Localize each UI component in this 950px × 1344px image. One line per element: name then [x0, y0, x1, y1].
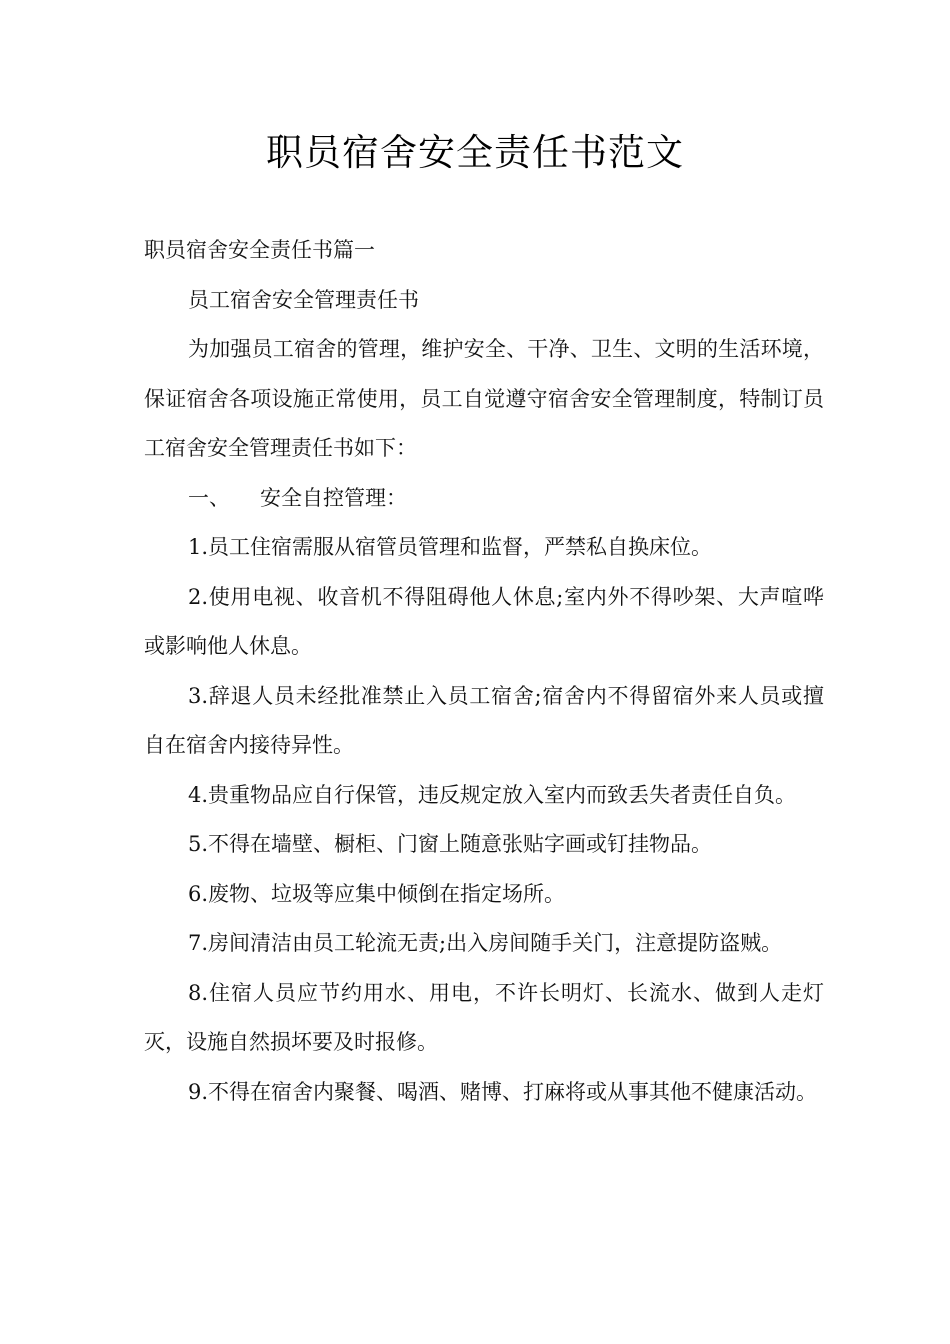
document-title: 职员宿舍安全责任书范文 [266, 131, 684, 174]
rule-item: 4.贵重物品应自行保管，违反规定放入室内而致丢失者责任自负。 [188, 782, 797, 807]
rule-item: 1.员工住宿需服从宿管员管理和监督，严禁私自换床位。 [188, 535, 713, 559]
section-heading [144, 474, 824, 524]
document-body [144, 226, 824, 1117]
rule-item: 5.不得在墙壁、橱柜、门窗上随意张贴字画或钉挂物品。 [188, 832, 713, 856]
document-subtitle: 员工宿舍安全管理责任书 [188, 287, 419, 312]
intro-paragraph: 为加强员工宿舍的管理，维护安全、干净、卫生、文明的生活环境，保证宿舍各项设施正常使用，员工自觉遵守宿舍安全管理制度，特制订员工宿舍安全管理责任书如下： [144, 337, 824, 460]
rule-item: 9.不得在宿舍内聚餐、喝酒、赌博、打麻将或从事其他不健康活动。 [188, 1079, 818, 1104]
rule-item: 6.废物、垃圾等应集中倾倒在指定场所。 [188, 881, 566, 906]
rule-item: 3.辞退人员未经批准禁止入员工宿舍;宿舍内不得留宿外来人员或擅自在宿舍内接待异性。 [144, 683, 824, 757]
section-heading-number: 一、 [188, 485, 230, 510]
section-heading-text: 安全自控管理： [260, 485, 407, 510]
rule-item: 7.房间清洁由员工轮流无责;出入房间随手关门，注意提防盗贼。 [188, 931, 783, 955]
rule-item: 2.使用电视、收音机不得阻碍他人休息;室内外不得吵架、大声喧哗或影响他人休息。 [144, 584, 824, 658]
section-label: 职员宿舍安全责任书篇一 [144, 238, 375, 262]
rule-item: 8.住宿人员应节约用水、用电，不许长明灯、长流水、做到人走灯灭，设施自然损坏要及时报修。 [144, 980, 824, 1054]
